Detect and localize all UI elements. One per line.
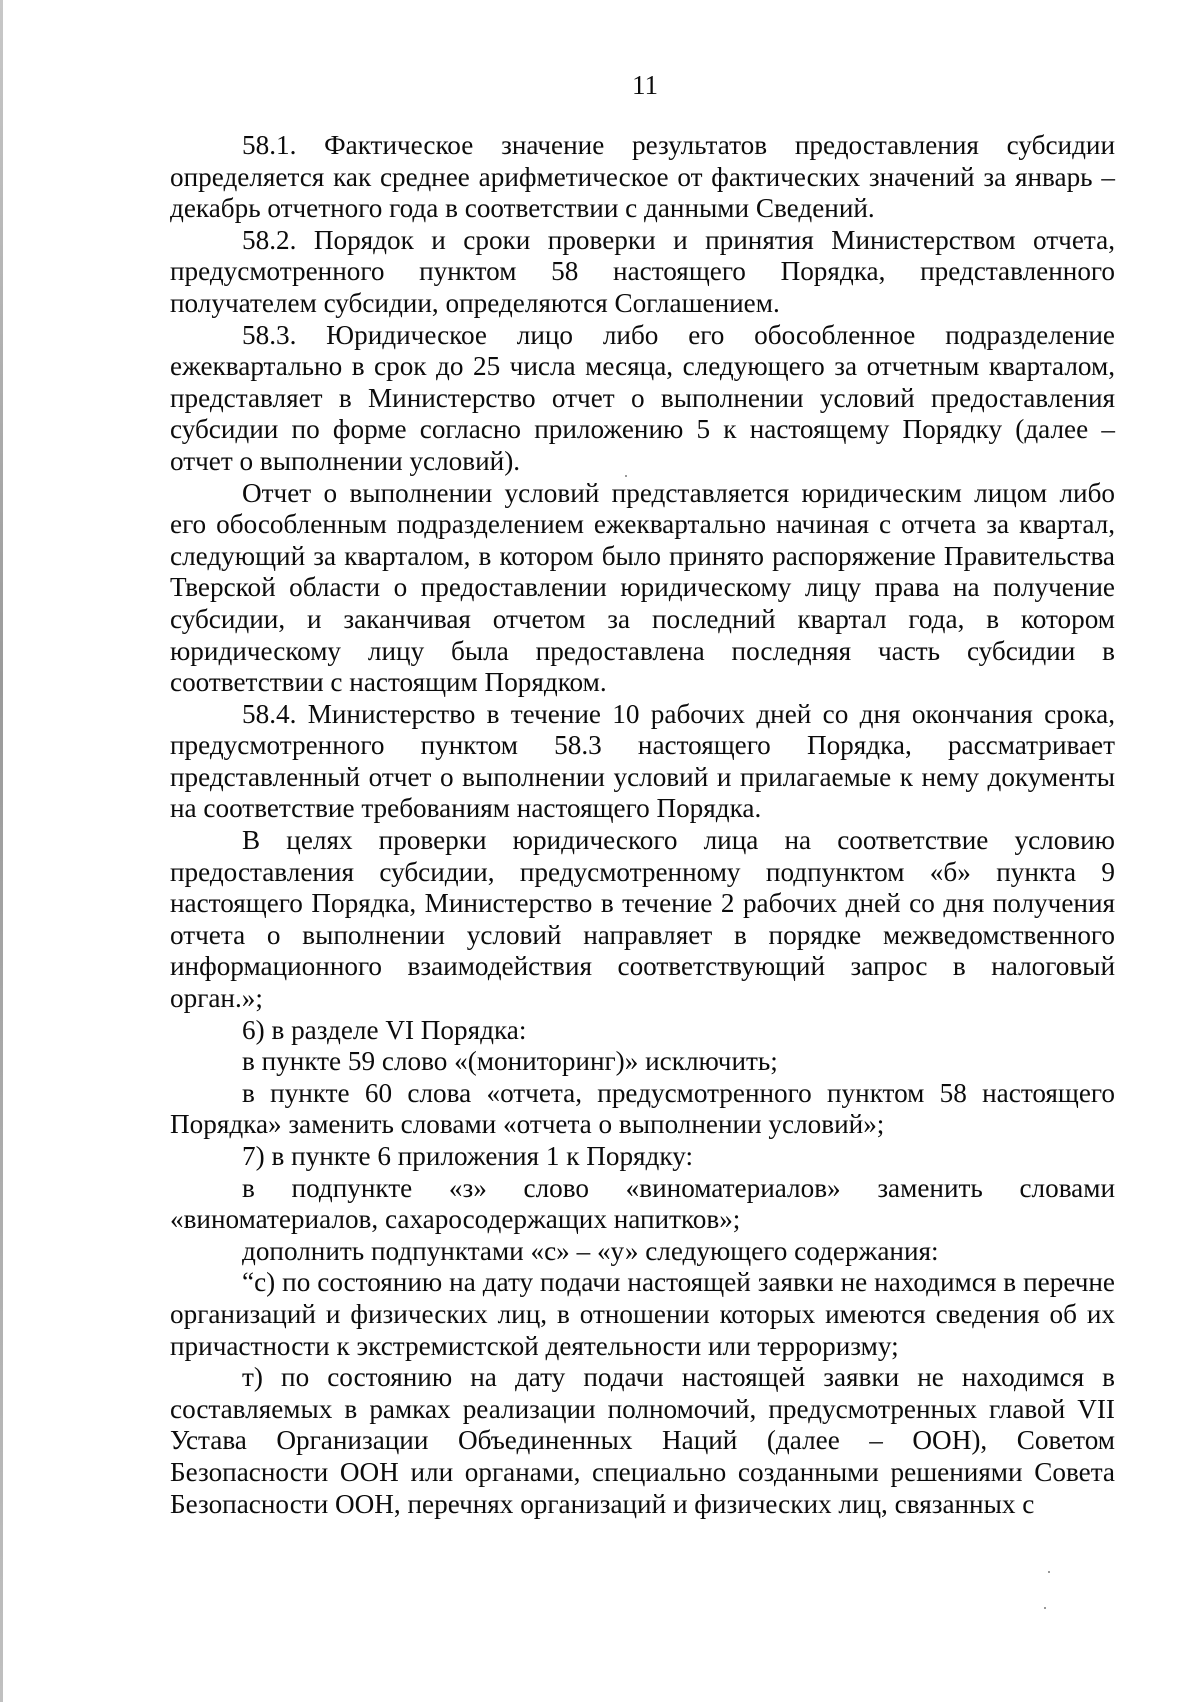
document-body (170, 130, 1115, 1520)
scan-speck (1048, 1571, 1050, 1573)
paragraph-subitem-z: в подпункте «з» слово «виноматериалов» заменить словами «виноматериалов, сахаросодержащих напитков»; (170, 1172, 1115, 1235)
page-number: 11 (632, 70, 658, 100)
paragraph-item-60: в пункте 60 слова «отчета, предусмотренного пунктом 58 настоящего Порядка» заменить словами «отчета о выполнении условий»; (170, 1077, 1115, 1140)
paragraph-report-submission: Отчет о выполнении условий представляется юридическим лицом либо его обособленным подразделением ежеквартально начиная с отчета за квартал, следующий за кварталом, в котором было принято распоряжение Правительства Тверской области о предоставлении юридическому лицу права на получение субсидии, и заканчивая отчетом за последний квартал года, в котором юридическому лицу была предоставлена последняя часть субсидии в соответствии с настоящим Порядком. (170, 477, 1115, 698)
scan-speck (625, 475, 627, 477)
paragraph-58-1: 58.1. Фактическое значение результатов предоставления субсидии определяется как среднее арифметическое от фактических значений за январь – декабрь отчетного года в соответствии с данными Сведений. (170, 130, 1115, 224)
paragraph-add-subitems: дополнить подпунктами «с» – «у» следующего содержания: (242, 1235, 939, 1266)
paragraph-item-6: 6) в разделе VI Порядка: (242, 1014, 527, 1045)
paragraph-item-7: 7) в пункте 6 приложения 1 к Порядку: (242, 1141, 693, 1171)
paragraph-item-59: в пункте 59 слово «(мониторинг)» исключить; (242, 1046, 778, 1077)
paragraph-tax-request: В целях проверки юридического лица на соответствие условию предоставления субсидии, предусмотренному подпунктом «б» пункта 9 настоящего Порядка, Министерство в течение 2 рабочих дней со дня получения отчета о выполнении условий направляет в порядке межведомственного информационного взаимодействия соответствующий запрос в налоговый орган.»; (170, 825, 1115, 1014)
paragraph-subitem-t: т) по состоянию на дату подачи настоящей заявки не находимся в составляемых в рамках реализации полномочий, предусмотренных главой VII Устава Организации Объединенных Наций (далее – ООН), Советом Безопасности ООН или органами, специально созданными решениями Совета Безопасности ООН, перечнях организаций и физических лиц, связанных с (170, 1362, 1115, 1519)
paragraph-58-4: 58.4. Министерство в течение 10 рабочих дней со дня окончания срока, предусмотренного пунктом 58.3 настоящего Порядка, рассматривает представленный отчет о выполнении условий и прилагаемые к нему документы на соответствие требованиям настоящего Порядка. (170, 698, 1115, 824)
scan-speck (1044, 1607, 1046, 1609)
paragraph-58-3: 58.3. Юридическое лицо либо его обособленное подразделение ежеквартально в срок до 25 числа месяца, следующего за отчетным кварталом, представляет в Министерство отчет о выполнении условий предоставления субсидии по форме согласно приложению 5 к настоящему Порядку (далее – отчет о выполнении условий). (170, 319, 1115, 476)
paragraph-subitem-s: “с) по состоянию на дату подачи настоящей заявки не находимся в перечне организаций и физических лиц, в отношении которых имеются сведения об их причастности к экстремистской деятельности или терроризму; (170, 1267, 1115, 1361)
paragraph-58-2: 58.2. Порядок и сроки проверки и принятия Министерством отчета, предусмотренного пунктом 58 настоящего Порядка, представленного получателем субсидии, определяются Соглашением. (170, 224, 1115, 318)
